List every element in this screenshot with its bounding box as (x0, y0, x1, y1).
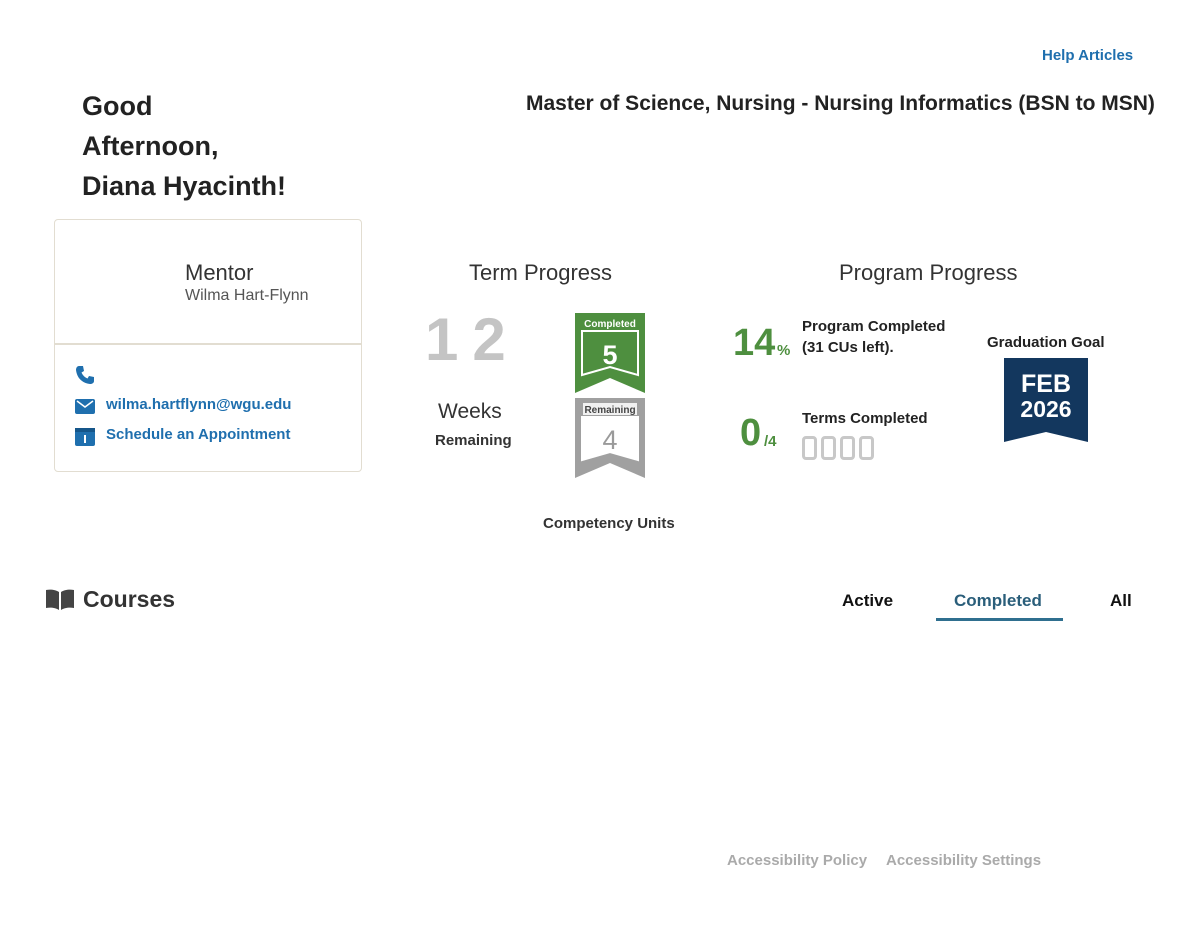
calendar-icon (75, 426, 95, 446)
terms-total-value: /4 (764, 433, 777, 450)
tab-selected-indicator (936, 618, 1063, 621)
tab-completed[interactable]: Completed (954, 591, 1042, 610)
cu-completed-label: Completed (584, 319, 636, 330)
greeting-line-1: Good (82, 91, 153, 121)
cu-remaining-value: 4 (602, 425, 618, 455)
greeting-line-2: Afternoon, (82, 131, 219, 161)
phone-icon[interactable] (75, 365, 95, 385)
term-box (859, 436, 874, 460)
courses-title: Courses (83, 586, 176, 612)
schedule-appointment-link[interactable]: Schedule an Appointment (106, 426, 291, 443)
program-completed-label: Program Completed (802, 318, 946, 335)
terms-completed-value: 0 (740, 412, 762, 454)
tab-active[interactable]: Active (842, 591, 894, 610)
graduation-year: 2026 (1020, 396, 1072, 422)
terms-completed-label: Terms Completed (802, 410, 928, 427)
greeting-line-3: Diana Hyacinth! (82, 171, 287, 201)
cu-completed-badge (574, 312, 646, 394)
mentor-header (55, 220, 361, 345)
accessibility-policy-link[interactable]: Accessibility Policy (727, 852, 868, 869)
terms-indicator (802, 436, 874, 460)
book-icon (46, 589, 74, 611)
graduation-goal-badge (1004, 358, 1088, 442)
weeks-label: Weeks (438, 400, 502, 423)
mentor-label: Mentor (185, 260, 254, 285)
graduation-month: FEB (1021, 370, 1071, 398)
tab-all[interactable]: All (1110, 591, 1132, 610)
weeks-remaining-label: Remaining (435, 432, 512, 449)
term-box (821, 436, 836, 460)
degree-title: Master of Science, Nursing - Nursing Informatics (BSN to MSN) (526, 92, 1155, 115)
program-percent-symbol: % (777, 342, 791, 359)
mentor-card (54, 219, 362, 472)
program-completed-text (802, 316, 945, 358)
courses-header (46, 586, 175, 613)
term-progress-title: Term Progress (469, 260, 613, 285)
weeks-remaining-value: 12 (425, 306, 520, 373)
term-box (840, 436, 855, 460)
cu-remaining-label: Remaining (584, 405, 636, 416)
cu-remaining-badge (574, 397, 646, 479)
mentor-email-link[interactable]: wilma.hartflynn@wgu.edu (106, 396, 292, 413)
program-percent-value: 14 (733, 322, 776, 364)
mentor-name: Wilma Hart-Flynn (185, 287, 309, 304)
greeting (82, 86, 286, 206)
cu-completed-value: 5 (602, 340, 618, 370)
mail-icon (75, 396, 95, 416)
graduation-goal-label: Graduation Goal (987, 334, 1105, 351)
term-box (802, 436, 817, 460)
accessibility-settings-link[interactable]: Accessibility Settings (886, 852, 1042, 869)
cus-left-label: (31 CUs left). (802, 339, 894, 356)
program-progress-title: Program Progress (839, 260, 1018, 285)
help-articles-link[interactable]: Help Articles (1042, 47, 1134, 64)
competency-units-label: Competency Units (543, 515, 675, 532)
